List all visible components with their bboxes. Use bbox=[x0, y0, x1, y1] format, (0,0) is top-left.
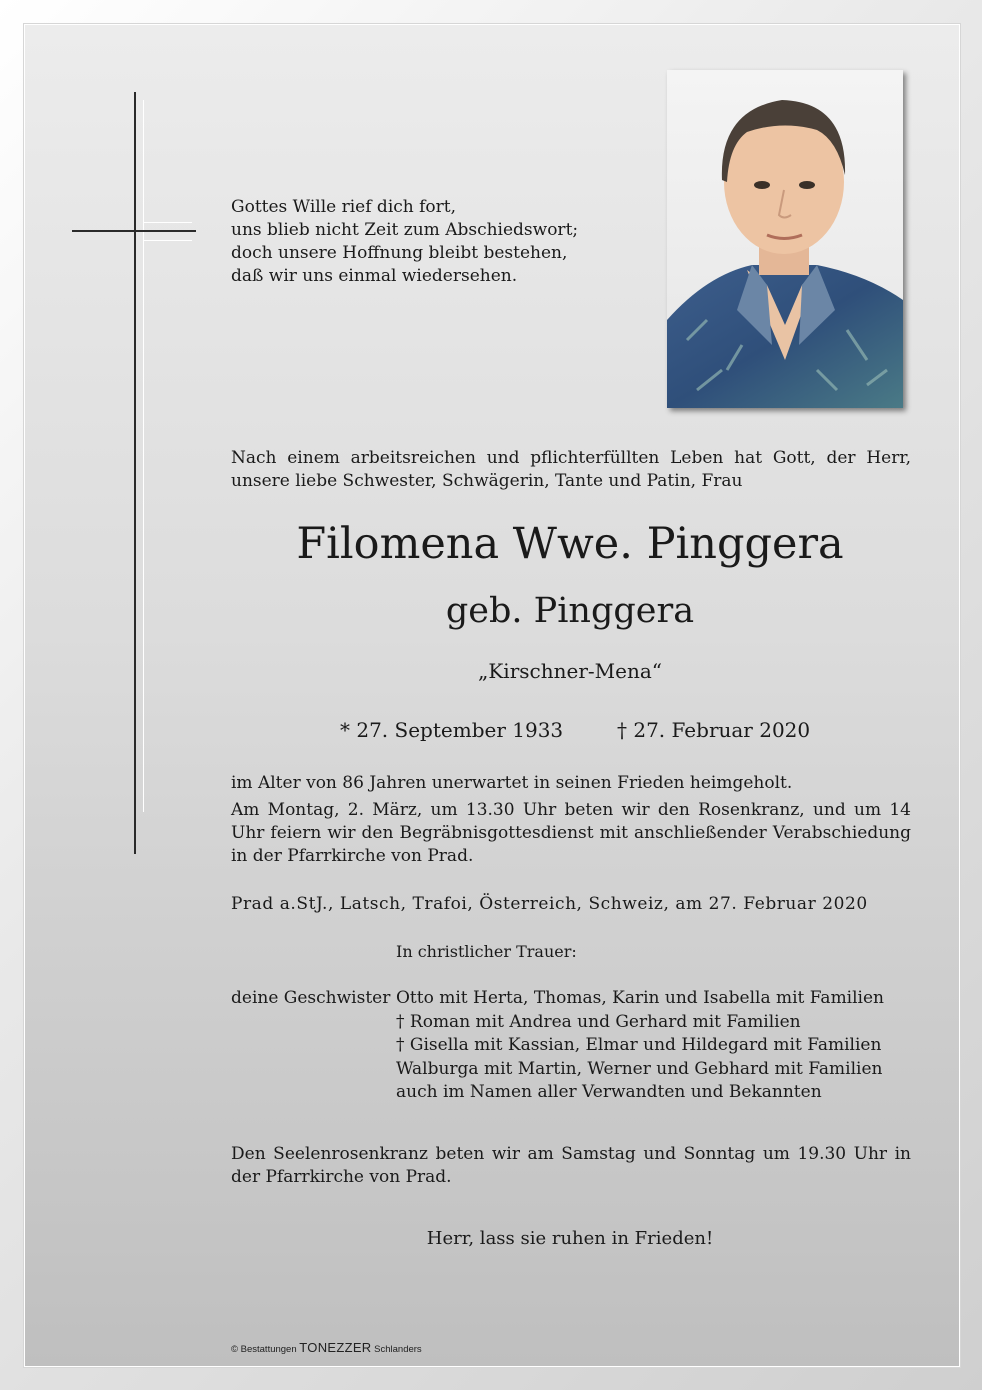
footer-brand: TONEZZER bbox=[299, 1340, 372, 1355]
intro-text: Nach einem arbeitsreichen und pflichterfüllten Leben hat Gott, der Herr, unsere liebe Schwester, Schwägerin, Tante und Patin, Frau bbox=[231, 448, 911, 491]
funeral-service-text: Am Montag, 2. März, um 13.30 Uhr beten wir den Rosenkranz, und um 14 Uhr feiern wir den Begräbnisgottesdienst mit anschließender Verabschiedung in der Pfarrkirche von Prad. bbox=[231, 800, 911, 866]
family-entry: Walburga mit Martin, Werner und Gebhard mit Familien bbox=[396, 1058, 883, 1079]
family-entry: Otto mit Herta, Thomas, Karin und Isabella mit Familien bbox=[396, 988, 885, 1008]
rosary-text: Den Seelenrosenkranz beten wir am Samstag und Sonntag um 19.30 Uhr in der Pfarrkirche von Prad. bbox=[231, 1144, 911, 1187]
memorial-verse bbox=[231, 196, 578, 288]
portrait-illustration bbox=[667, 70, 903, 408]
birth-date: * 27. September 1933 bbox=[340, 718, 564, 742]
family-entry: † Roman mit Andrea und Gerhard mit Familien bbox=[396, 1011, 801, 1032]
verse-line: uns blieb nicht Zeit zum Abschiedswort; bbox=[231, 220, 579, 240]
cross-vertical-line bbox=[134, 92, 136, 854]
footer-suffix: Schlanders bbox=[374, 1344, 422, 1355]
cross-horizontal-highlight-bottom bbox=[144, 240, 192, 241]
family-label: deine Geschwister bbox=[231, 988, 391, 1008]
family-entry: † Gisella mit Kassian, Elmar und Hildegard mit Familien bbox=[396, 1035, 882, 1055]
closing-prayer: Herr, lass sie ruhen in Frieden! bbox=[426, 1228, 714, 1249]
portrait-photo bbox=[667, 70, 903, 408]
footer-prefix: © Bestattungen bbox=[231, 1344, 297, 1355]
age-text: im Alter von 86 Jahren unerwartet in seinen Frieden heimgeholt. bbox=[231, 773, 793, 793]
places-and-date: Prad a.StJ., Latsch, Trafoi, Österreich, Schweiz, am 27. Februar 2020 bbox=[231, 894, 868, 914]
deceased-name: Filomena Wwe. Pinggera bbox=[296, 519, 844, 569]
verse-line: doch unsere Hoffnung bleibt bestehen, bbox=[231, 243, 568, 263]
cross-horizontal-highlight-top bbox=[144, 222, 192, 223]
funeral-home-credit bbox=[231, 1340, 422, 1355]
verse-line: daß wir uns einmal wiedersehen. bbox=[231, 266, 518, 286]
cross-horizontal-line bbox=[72, 230, 196, 232]
cross-vertical-highlight bbox=[143, 100, 144, 812]
mourning-label: In christlicher Trauer: bbox=[396, 942, 577, 961]
verse-line: Gottes Wille rief dich fort, bbox=[231, 197, 457, 217]
family-entry: auch im Namen aller Verwandten und Bekannten bbox=[396, 1082, 822, 1102]
death-date: † 27. Februar 2020 bbox=[617, 718, 811, 742]
birth-name: geb. Pinggera bbox=[445, 591, 695, 631]
nickname: „Kirschner-Mena“ bbox=[478, 659, 662, 683]
family-list bbox=[396, 987, 884, 1105]
